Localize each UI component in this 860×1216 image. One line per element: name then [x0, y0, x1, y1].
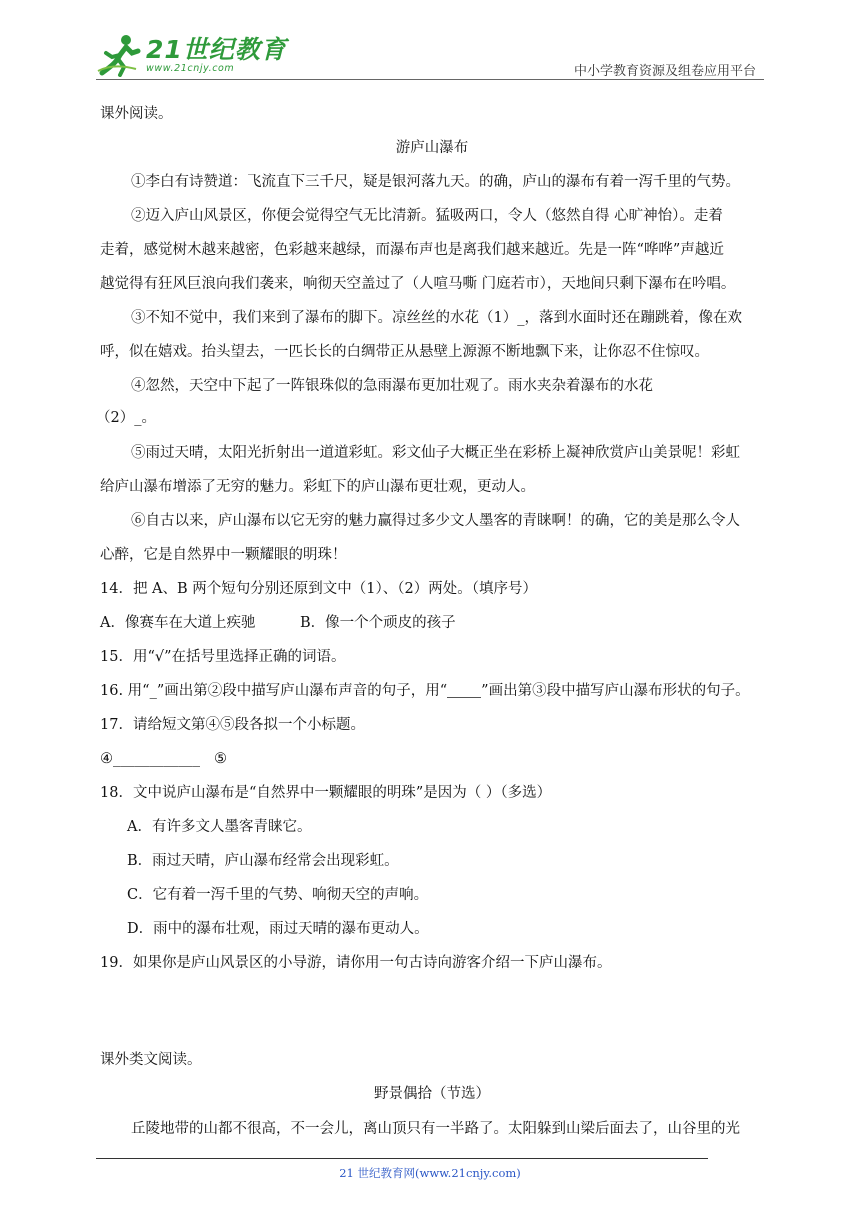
site-logo	[96, 32, 287, 78]
passage1-p6-line2: 心醉，它是自然界中一颗耀眼的明珠！	[100, 547, 347, 563]
question-18-option-b: B．雨过天晴，庐山瀑布经常会出现彩虹。	[127, 853, 399, 869]
question-16	[100, 679, 750, 703]
passage1-title: 游庐山瀑布	[395, 140, 469, 156]
question-16-part2: ”画出第③段中描写庐山瀑布形状的句子。	[481, 683, 750, 699]
question-18-option-a: A．有许多文人墨客青睐它。	[127, 819, 312, 835]
question-16-part1: 16. 用“_”画出第②段中描写庐山瀑布声音的句子，用“	[100, 683, 448, 699]
footer-divider	[96, 1158, 708, 1159]
question-14-option-a: A．像赛车在大道上疾驰	[100, 615, 256, 631]
logo-url: www.21cnjy.com	[146, 62, 235, 74]
passage1-p6-line1: ⑥自古以来，庐山瀑布以它无穷的魅力赢得过多少文人墨客的青睐啊！的确，它的美是那么令人	[131, 513, 740, 529]
passage1-p3-line1: ③不知不觉中，我们来到了瀑布的脚下。凉丝丝的水花（1）_，落到水面时还在蹦跳着，像在欢	[131, 310, 742, 326]
passage1-p4-line2: （2）_。	[96, 410, 156, 426]
question-17: 17．请给短文第④⑤段各拟一个小标题。	[100, 717, 365, 733]
section2-intro: 课外类文阅读。	[100, 1052, 202, 1068]
question-18-option-c: C．它有着一泻千里的气势、响彻天空的声响。	[127, 887, 429, 903]
question-17-blank-5: ⑤	[214, 751, 227, 767]
section1-intro: 课外阅读。	[100, 106, 173, 122]
passage1-p2-line1: ②迈入庐山风景区，你便会觉得空气无比清新。猛吸两口，令人（悠然自得 心旷神怡）。走着	[131, 208, 723, 224]
logo-title: 21世纪教育	[146, 34, 287, 64]
platform-name: 中小学教育资源及组卷应用平台	[573, 64, 756, 79]
passage1-p2-line2: 走着，感觉树木越来越密，色彩越来越绿，而瀑布声也是离我们越来越近。先是一阵“哗哗”声越近	[100, 242, 724, 258]
question-15: 15．用“√”在括号里选择正确的词语。	[100, 649, 346, 665]
passage2-p1: 丘陵地带的山都不很高，不一会儿，离山顶只有一半路了。太阳躲到山梁后面去了，山谷里的光	[131, 1121, 740, 1137]
runner-logo-icon	[96, 33, 142, 77]
passage1-p5-line2: 给庐山瀑布增添了无穷的魅力。彩虹下的庐山瀑布更壮观，更动人。	[100, 479, 535, 495]
question-18: 18．文中说庐山瀑布是“自然界中一颗耀眼的明珠”是因为（ ）（多选）	[100, 785, 552, 801]
passage1-p4-line1: ④忽然，天空中下起了一阵银珠似的急雨瀑布更加壮观了。雨水夹杂着瀑布的水花	[131, 378, 653, 394]
passage1-p5-line1: ⑤雨过天晴，太阳光折射出一道道彩虹。彩文仙子大概正坐在彩桥上凝神欣赏庐山美景呢！彩虹	[131, 445, 740, 461]
question-17-blank-4: ④____________	[100, 751, 200, 767]
passage1-p3-line2: 呼，似在嬉戏。抬头望去，一匹长长的白绸带正从悬壁上源源不断地飘下来，让你忍不住惊叹。	[100, 344, 709, 360]
page-footer: 21 世纪教育网(www.21cnjy.com)	[339, 1166, 521, 1180]
passage2-title: 野景偶拾（节选）	[374, 1086, 490, 1102]
wavy-underline-sample	[447, 685, 481, 698]
passage1-p1: ①李白有诗赞道：飞流直下三千尺，疑是银河落九天。的确，庐山的瀑布有着一泻千里的气势。	[131, 174, 740, 190]
header-divider	[96, 79, 764, 80]
question-18-option-d: D．雨中的瀑布壮观，雨过天晴的瀑布更动人。	[127, 921, 429, 937]
question-14: 14．把 A、B 两个短句分别还原到文中（1）、（2）两处。（填序号）	[100, 581, 537, 597]
question-19: 19．如果你是庐山风景区的小导游，请你用一句古诗向游客介绍一下庐山瀑布。	[100, 955, 612, 971]
page-header	[0, 0, 860, 82]
question-14-option-b: B．像一个个顽皮的孩子	[300, 615, 456, 631]
passage1-p2-line3: 越觉得有狂风巨浪向我们袭来，响彻天空盖过了（人喧马嘶 门庭若市），天地间只剩下瀑布在吟唱。	[100, 276, 736, 292]
